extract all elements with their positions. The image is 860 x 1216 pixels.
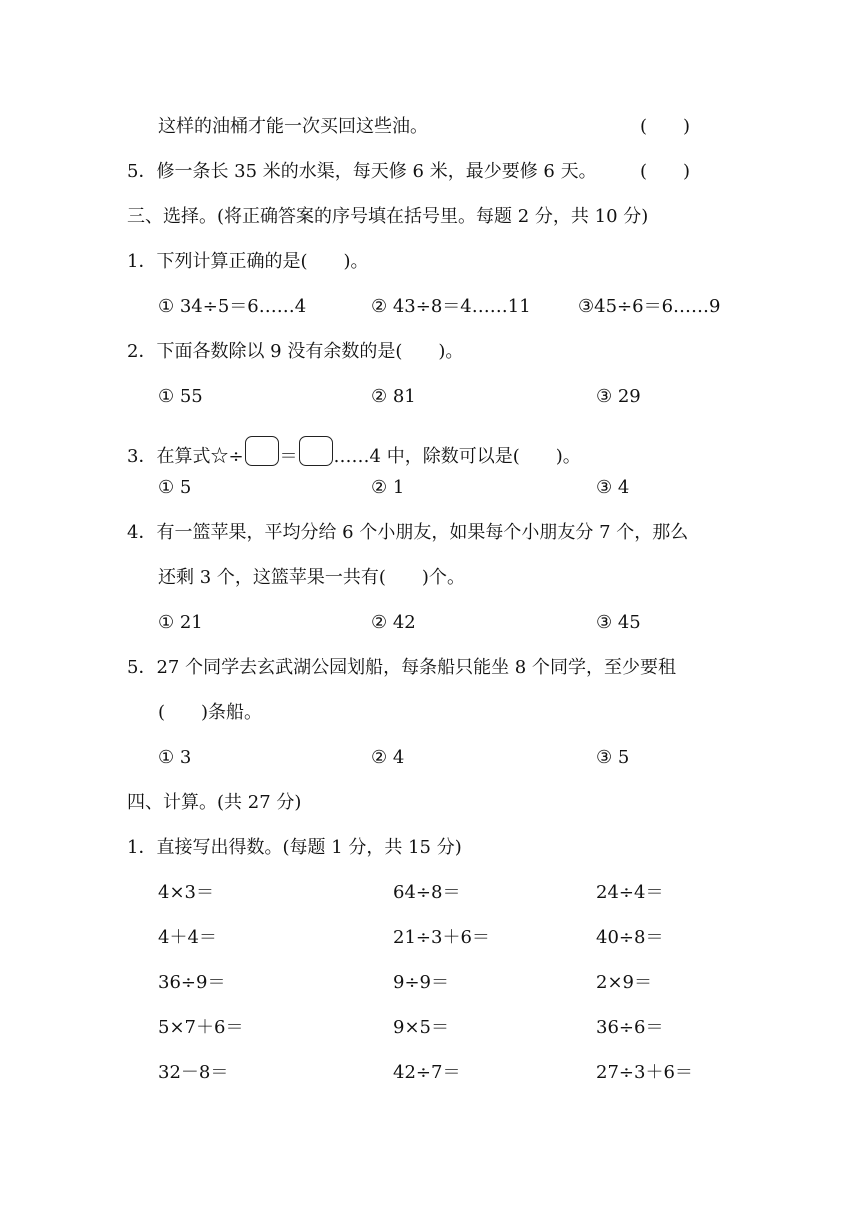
calc-item: 32－8＝ [158,1062,229,1083]
calc-item: 4×3＝ [158,882,214,903]
option-3[interactable]: ③ 5 [596,747,630,768]
question-continuation: 这样的油桶才能一次买回这些油。 [158,116,428,137]
option-3[interactable]: ③ 4 [596,477,630,498]
question-suffix: ……4 中，除数可以是( )。 [333,446,581,467]
option-1[interactable]: ① 21 [158,612,203,633]
choice-question-1: 1．下列计算正确的是( )。 [127,251,369,272]
choice-question-2: 2．下面各数除以 9 没有余数的是( )。 [127,341,464,362]
equals-sign: ＝ [279,446,298,467]
calc-item: 36÷6＝ [596,1017,664,1038]
section-heading-calculation: 四、计算。(共 27 分) [127,792,302,813]
option-2[interactable]: ② 1 [371,477,405,498]
calc-item: 42÷7＝ [393,1062,461,1083]
choice-question-4-line2: 还剩 3 个，这篮苹果一共有( )个。 [158,567,465,588]
option-2[interactable]: ② 81 [371,386,416,407]
calc-item: 40÷8＝ [596,927,664,948]
option-3[interactable]: ③ 29 [596,386,641,407]
option-2[interactable]: ② 43÷8＝4……11 [371,296,531,317]
calc-item: 5×7＋6＝ [158,1017,244,1038]
option-1[interactable]: ① 34÷5＝6……4 [158,296,307,317]
answer-blank[interactable]: ( ) [640,116,691,137]
calc-item: 2×9＝ [596,972,652,993]
choice-question-4-line1: 4．有一篮苹果，平均分给 6 个小朋友，如果每个小朋友分 7 个，那么 [127,522,689,543]
calc-item: 9×5＝ [393,1017,449,1038]
option-3[interactable]: ③ 45 [596,612,641,633]
choice-question-5-line2: ( )条船。 [158,702,263,723]
question-prefix: 3．在算式☆÷ [127,446,244,467]
option-2[interactable]: ② 42 [371,612,416,633]
blank-box [245,436,279,466]
calc-item: 4＋4＝ [158,927,217,948]
calc-item: 27÷3＋6＝ [596,1062,693,1083]
option-2[interactable]: ② 4 [371,747,405,768]
calc-item: 21÷3＋6＝ [393,927,490,948]
calculation-subheading: 1．直接写出得数。(每题 1 分，共 15 分) [127,837,462,858]
choice-question-5-line1: 5．27 个同学去玄武湖公园划船，每条船只能坐 8 个同学，至少要租 [127,657,676,678]
option-1[interactable]: ① 55 [158,386,203,407]
option-3[interactable]: ③45÷6＝6……9 [578,296,721,317]
calc-item: 36÷9＝ [158,972,226,993]
option-1[interactable]: ① 3 [158,747,192,768]
blank-box [299,436,333,466]
option-1[interactable]: ① 5 [158,477,192,498]
calc-item: 9÷9＝ [393,972,449,993]
section-heading-choice: 三、选择。(将正确答案的序号填在括号里。每题 2 分，共 10 分) [127,206,649,227]
calc-item: 24÷4＝ [596,882,664,903]
answer-blank[interactable]: ( ) [640,161,691,182]
choice-question-3 [127,436,581,469]
judgement-question-5: 5．修一条长 35 米的水渠，每天修 6 米，最少要修 6 天。 [127,161,597,182]
calc-item: 64÷8＝ [393,882,461,903]
